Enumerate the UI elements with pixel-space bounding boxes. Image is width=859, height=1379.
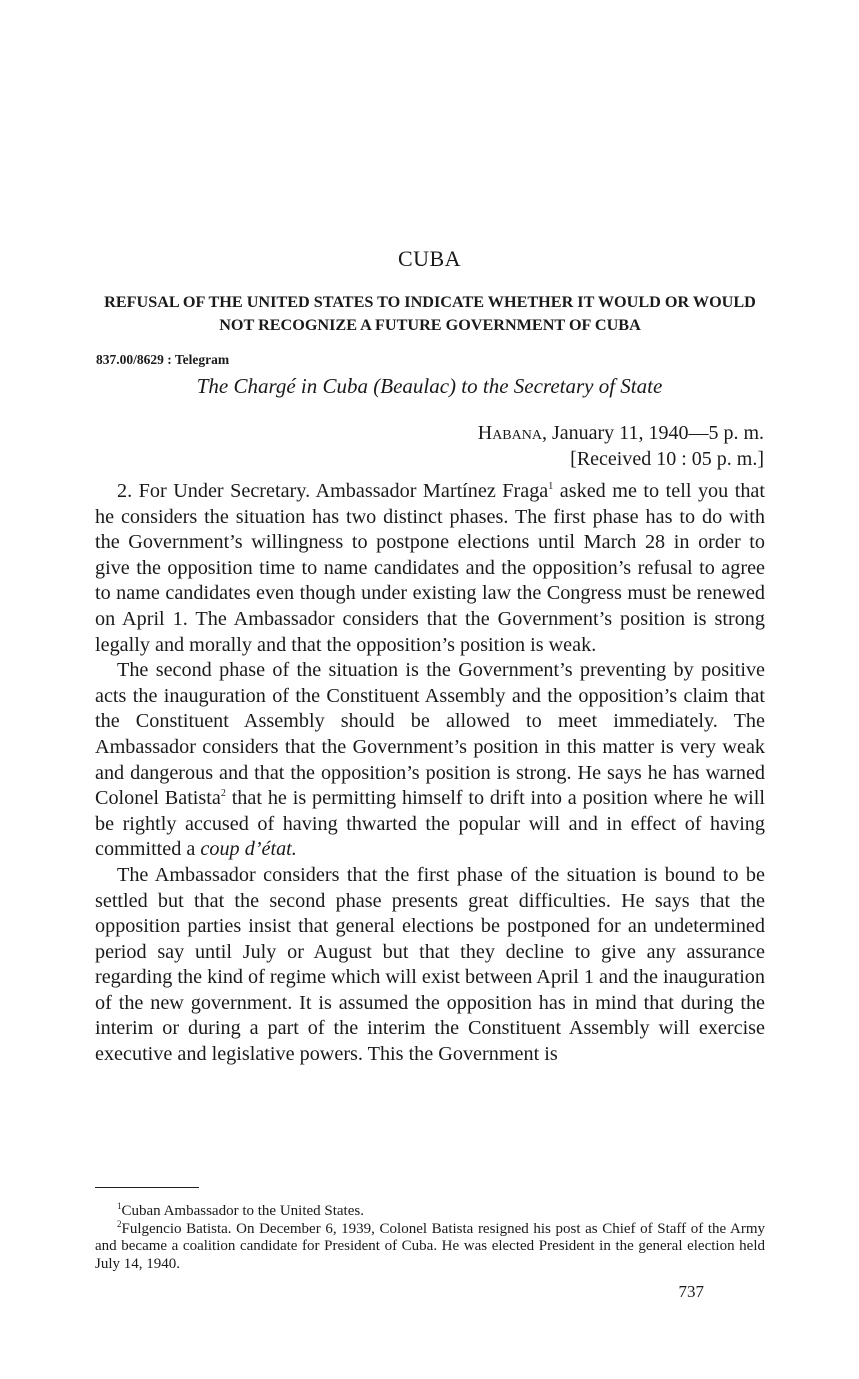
dateline: [478, 420, 764, 472]
footnote-divider: [95, 1187, 199, 1188]
paragraph-2: [95, 658, 765, 863]
footnote-1-text: Cuban Ambassador to the United States.: [121, 1203, 364, 1219]
paragraph-2-text-b: that he is permitting himself to drift into a position where he will be rightly accused of having thwarted the popular will and in effect of having committed a: [95, 787, 765, 861]
footnote-ref-1: 1: [548, 481, 554, 492]
paragraph-2-text-a: The second phase of the situation is the Government’s preventing by positive acts the inauguration of the Constituent Assembly and the opposition’s claim that the Constituent Assembly should be allowed to meet immediately. The Ambassador considers that the Government’s position in this matter is very weak and dangerous and that the opposition’s position is strong. He says he has warned Colonel Batista: [95, 659, 765, 810]
footnote-1-marker: 1: [117, 1201, 122, 1211]
paragraph-2-italic: coup d’état.: [200, 838, 297, 861]
telegram-address: The Chargé in Cuba (Beaulac) to the Secretary of State: [196, 374, 663, 398]
country-title: CUBA: [397, 246, 462, 271]
section-heading: REFUSAL OF THE UNITED STATES TO INDICATE WHETHER IT WOULD OR WOULD NOT RECOGNIZE A FUTURE GOVERNMENT OF CUBA: [104, 293, 756, 334]
footnote-2-marker: 2: [117, 1218, 122, 1229]
dateline-received: [Received 10 : 05 p. m.]: [570, 448, 764, 470]
footnotes: [95, 1203, 765, 1273]
paragraph-1-text-a: 2. For Under Secretary. Ambassador Martínez Fraga: [117, 480, 549, 502]
footnote-2-text: Fulgencio Batista. On December 6, 1939, Colonel Batista resigned his post as Chief of Staff of the Army and became a coalition candidate for President of Cuba. He was elected President in the general election held July 14, 1940.: [95, 1220, 765, 1272]
dateline-date: , January 11, 1940—5 p. m.: [541, 422, 764, 444]
dateline-place: Habana: [477, 422, 542, 444]
page-number: 737: [678, 1282, 704, 1301]
dateline-sent: [478, 420, 764, 446]
footnote-2: [95, 1218, 765, 1274]
telegram-body: [95, 479, 765, 1068]
paragraph-3: The Ambassador considers that the first phase of the situation is bound to be settled but that the second phase presents great difficulties. He says that the opposition parties insist that general elections be postponed for an undetermined period say until July or August but that they decline to give any assurance regarding the kind of regime which will exist between April 1 and the inauguration of the new government. It is assumed the opposition has in mind that during the interim or during a part of the interim the Constituent Assembly will exercise executive and legislative powers. This the Government is: [95, 863, 765, 1066]
paragraph-1: [95, 479, 765, 658]
paragraph-1-text-b: asked me to tell you that he considers the situation has two distinct phases. The first phase has to do with the Government’s willingness to postpone elections until March 28 in order to give the opposition time to name candidates and the opposition’s refusal to agree to name candidates even though under existing law the Congress must be renewed on April 1. The Ambassador considers that the Government’s position is strong legally and morally and that the opposition’s position is weak.: [95, 480, 766, 656]
footnote-ref-2: 2: [220, 788, 226, 800]
footnote-1: [95, 1203, 765, 1221]
file-reference: 837.00/8629 : Telegram: [96, 352, 230, 367]
